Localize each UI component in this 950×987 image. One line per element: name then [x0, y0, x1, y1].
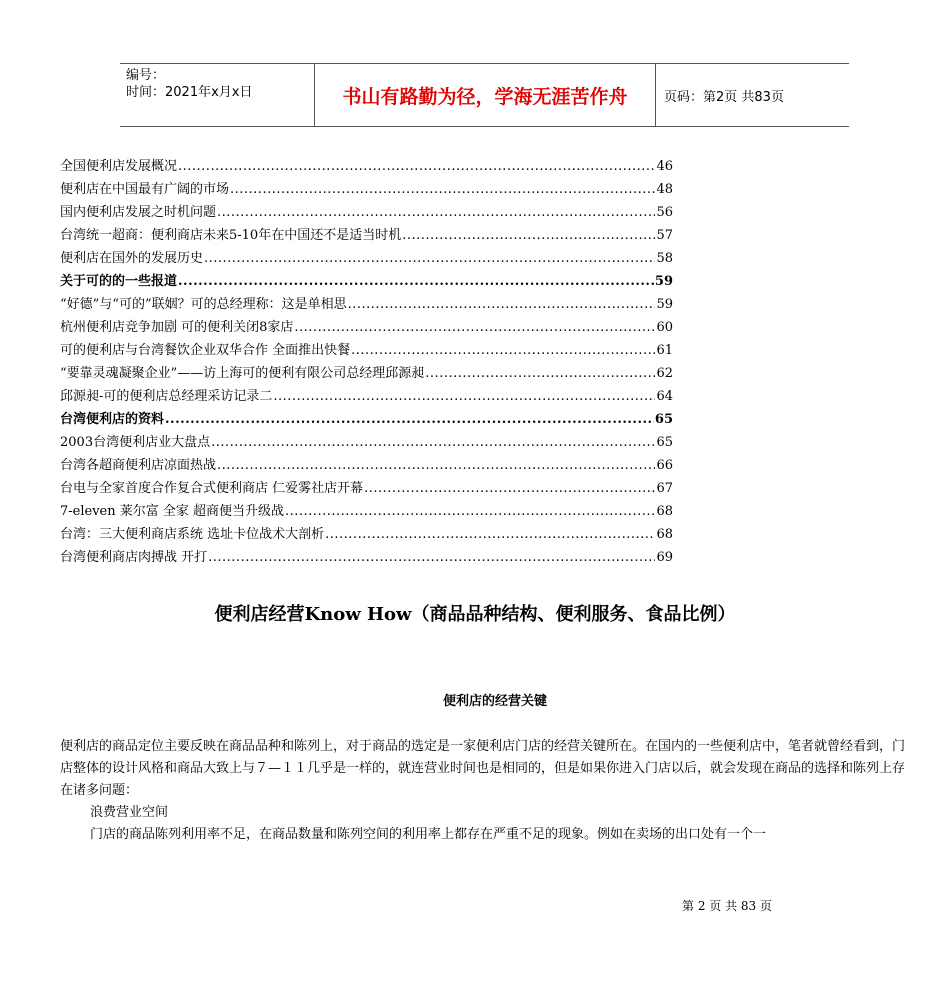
- toc-entry-page: 59: [656, 297, 673, 312]
- toc-entry-page: 65: [654, 412, 673, 427]
- toc-entry[interactable]: [60, 247, 673, 270]
- toc-leader-dots: [294, 320, 655, 335]
- toc-leader-dots: [165, 412, 654, 427]
- page-footer: 第 2 页 共 83 页: [682, 899, 772, 913]
- toc-entry-title: 全国便利店发展概况: [60, 159, 178, 174]
- toc-entry-page: 46: [656, 159, 673, 174]
- toc-entry[interactable]: [60, 385, 673, 408]
- toc-leader-dots: [402, 228, 655, 243]
- page-header: [120, 63, 849, 127]
- header-motto: 书山有路勤为径，学海无涯苦作舟: [314, 64, 656, 126]
- toc-leader-dots: [178, 274, 654, 289]
- toc-entry[interactable]: [60, 431, 673, 454]
- toc-leader-dots: [217, 458, 655, 473]
- toc-entry-page: 62: [656, 366, 673, 381]
- toc-entry-page: 64: [656, 389, 673, 404]
- toc-entry-title: 台湾统一超商：便利商店未来5-10年在中国还不是适当时机: [60, 228, 402, 243]
- toc-entry-page: 60: [656, 320, 673, 335]
- toc-entry[interactable]: [60, 339, 673, 362]
- toc-entry-title: 杭州便利店竞争加剧 可的便利关闭8家店: [60, 320, 294, 335]
- toc-entry-page: 48: [656, 182, 673, 197]
- toc-entry-title: 关于可的的一些报道: [60, 274, 178, 289]
- toc-entry-title: 国内便利店发展之时机问题: [60, 205, 217, 220]
- toc-entry-title: 台湾便利店的资料: [60, 412, 165, 427]
- paragraph: 便利店的商品定位主要反映在商品品种和陈列上，对于商品的选定是一家便利店门店的经营关键所在。在国内的一些便利店中，笔者就曾经看到，门店整体的设计风格和商品大致上与７—１１几乎是一样的，就连营业时间也是相同的，但是如果你进入门店以后，就会发现在商品的选择和陈列上存在诸多问题：: [60, 739, 906, 798]
- toc-entry-title: 邱源昶-可的便利店总经理采访记录二: [60, 389, 273, 404]
- toc-entry-page: 66: [656, 458, 673, 473]
- toc-entry-title: “要靠灵魂凝聚企业”——访上海可的便利有限公司总经理邱源昶: [60, 366, 425, 381]
- toc-leader-dots: [217, 205, 655, 220]
- toc-entry[interactable]: [60, 500, 673, 523]
- toc-entry-title: 便利店在中国最有广阔的市场: [60, 182, 230, 197]
- toc-entry-title: 台湾：三大便利商店系统 选址卡位战术大剖析: [60, 527, 325, 542]
- toc-entry-title: 台电与全家首度合作复合式便利商店 仁爱雾社店开幕: [60, 481, 364, 496]
- toc-leader-dots: [364, 481, 655, 496]
- header-meta: [120, 64, 314, 126]
- toc-leader-dots: [211, 435, 655, 450]
- toc-entry-page: 56: [656, 205, 673, 220]
- subsection-heading: 便利店的经营关键: [442, 694, 547, 709]
- toc-leader-dots: [348, 297, 656, 312]
- toc-leader-dots: [273, 389, 655, 404]
- toc-leader-dots: [208, 550, 655, 565]
- toc-entry[interactable]: [60, 408, 673, 431]
- toc-entry[interactable]: [60, 178, 673, 201]
- toc-entry[interactable]: [60, 523, 673, 546]
- toc-entry-title: 便利店在国外的发展历史: [60, 251, 204, 266]
- toc-entry-page: 58: [656, 251, 673, 266]
- paragraph: 浪费营业空间: [90, 805, 169, 820]
- table-of-contents: [60, 155, 673, 569]
- toc-entry-title: 可的便利店与台湾餐饮企业双华合作 全面推出快餐: [60, 343, 351, 358]
- toc-entry[interactable]: [60, 454, 673, 477]
- toc-entry[interactable]: [60, 316, 673, 339]
- toc-leader-dots: [178, 159, 655, 174]
- toc-entry-page: 59: [654, 274, 673, 289]
- toc-entry-title: “好德”与“可的”联姻？可的总经理称：这是单相思: [60, 297, 347, 312]
- toc-entry-page: 68: [656, 504, 673, 519]
- toc-entry[interactable]: [60, 224, 673, 247]
- toc-entry[interactable]: [60, 270, 673, 293]
- toc-leader-dots: [204, 251, 655, 266]
- toc-entry-page: 68: [656, 527, 673, 542]
- toc-entry-page: 65: [656, 435, 673, 450]
- body-text: [60, 736, 908, 846]
- toc-entry-page: 61: [656, 343, 673, 358]
- toc-entry-title: 台湾便利商店肉搏战 开打: [60, 550, 208, 565]
- toc-entry-page: 67: [656, 481, 673, 496]
- paragraph: 门店的商品陈列利用率不足，在商品数量和陈列空间的利用率上都存在严重不足的现象。例如在卖场的出口处有一个一: [90, 827, 767, 842]
- toc-entry[interactable]: [60, 477, 673, 500]
- toc-entry-title: 7-eleven 莱尔富 全家 超商便当升级战: [60, 504, 285, 519]
- toc-leader-dots: [425, 366, 655, 381]
- toc-entry[interactable]: [60, 155, 673, 178]
- toc-leader-dots: [230, 182, 655, 197]
- toc-entry-page: 69: [656, 550, 673, 565]
- toc-entry[interactable]: [60, 546, 673, 569]
- section-heading: 便利店经营Know How（商品品种结构、便利服务、食品比例）: [214, 604, 736, 625]
- toc-entry-title: 2003台湾便利店业大盘点: [60, 435, 211, 450]
- toc-entry[interactable]: [60, 201, 673, 224]
- toc-leader-dots: [351, 343, 655, 358]
- toc-entry[interactable]: [60, 293, 673, 316]
- toc-leader-dots: [285, 504, 655, 519]
- date-label: 时间：2021年x月x日: [126, 85, 253, 100]
- toc-entry-title: 台湾各超商便利店凉面热战: [60, 458, 217, 473]
- toc-entry-page: 57: [656, 228, 673, 243]
- header-page-label: 页码：第2页 共83页: [664, 89, 784, 105]
- toc-leader-dots: [325, 527, 655, 542]
- number-label: 编号：: [126, 68, 166, 83]
- toc-entry[interactable]: [60, 362, 673, 385]
